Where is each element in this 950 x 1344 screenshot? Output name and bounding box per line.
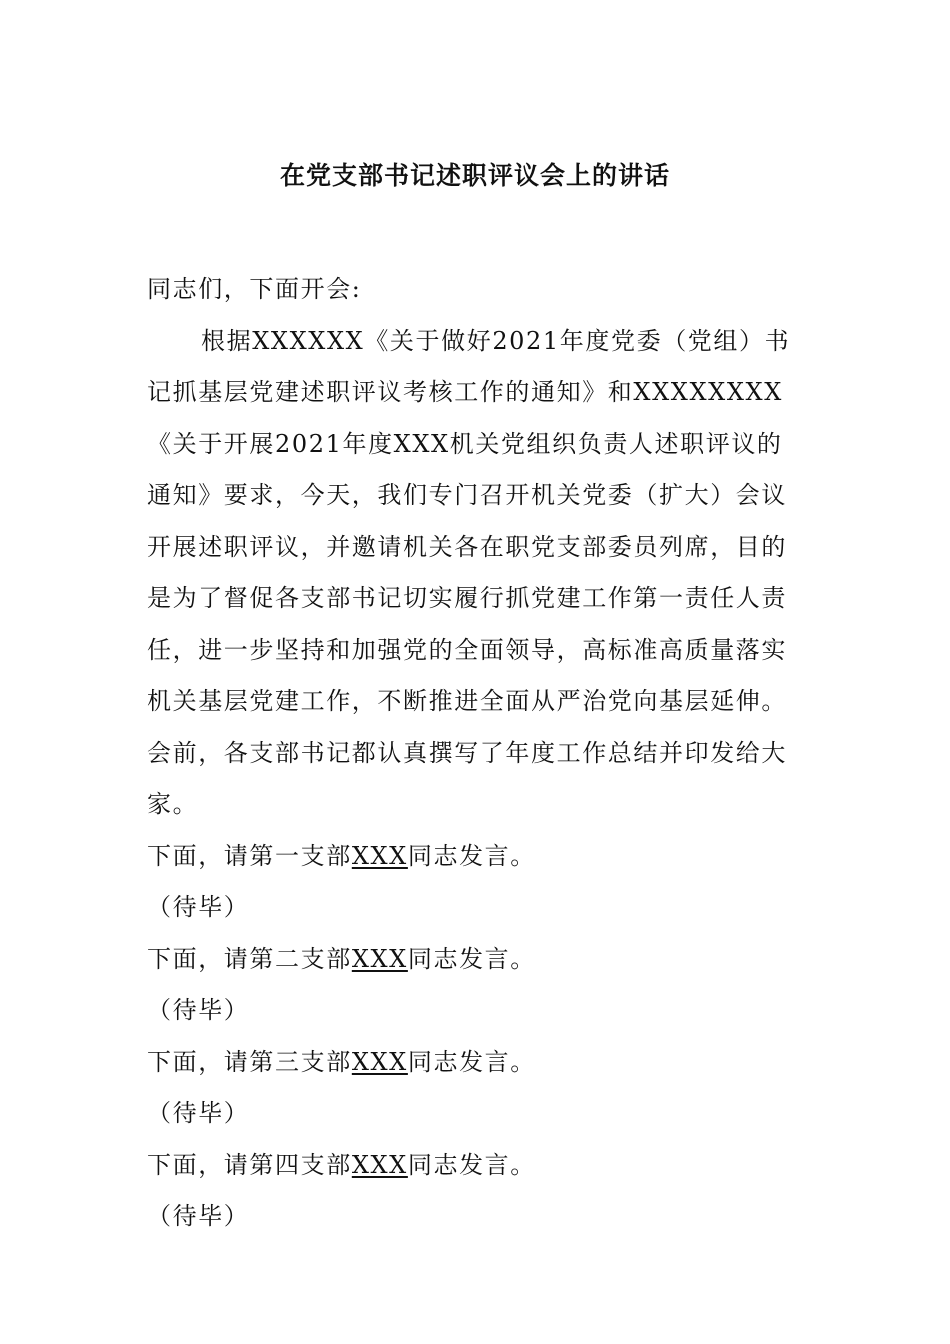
speaker-prefix: 下面，请第二支部 — [147, 944, 352, 973]
speaker-suffix: 同志发言。 — [407, 1047, 536, 1076]
speaker-prefix: 下面，请第一支部 — [147, 841, 352, 870]
speaker-prefix: 下面，请第四支部 — [147, 1150, 352, 1179]
pending-note-3: （待毕） — [147, 1099, 250, 1127]
speaker-prefix: 下面，请第三支部 — [147, 1047, 352, 1076]
pending-note-2: （待毕） — [147, 996, 250, 1024]
speaker-name: XXX — [351, 1150, 408, 1179]
main-paragraph: 根据XXXXXX《关于做好2021年度党委（党组）书记抓基层党建述职评议考核工作的通知》和XXXXXXXX《关于开展2021年度XXX机关党组织负责人述职评议的通知》要求，今天，我们专门召开机关党委（扩大）会议开展述职评议，并邀请机关各在职党支部委员列席，目的是为了督促各支部书记切实履行抓党建工作第一责任人责任，进一步坚持和加强党的全面领导，高标准高质量落实机关基层党建工作，不断推进全面从严治党向基层延伸。会前，各支部书记都认真撰写了年度工作总结并印发给大家。 — [147, 326, 791, 818]
speaker-name: XXX — [351, 944, 408, 973]
document-body — [147, 264, 807, 1243]
pending-note-1: （待毕） — [147, 893, 250, 921]
speaker-name: XXX — [351, 841, 408, 870]
speaker-line-1 — [147, 831, 807, 883]
speaker-suffix: 同志发言。 — [407, 1150, 536, 1179]
speaker-suffix: 同志发言。 — [407, 944, 536, 973]
speaker-line-3 — [147, 1037, 807, 1089]
speaker-suffix: 同志发言。 — [407, 841, 536, 870]
speaker-name: XXX — [351, 1047, 408, 1076]
greeting: 同志们，下面开会: — [147, 275, 362, 303]
speaker-line-4 — [147, 1140, 807, 1192]
document-title: 在党支部书记述职评议会上的讲话 — [279, 161, 670, 190]
pending-note-4: （待毕） — [147, 1202, 250, 1230]
speaker-line-2 — [147, 934, 807, 986]
